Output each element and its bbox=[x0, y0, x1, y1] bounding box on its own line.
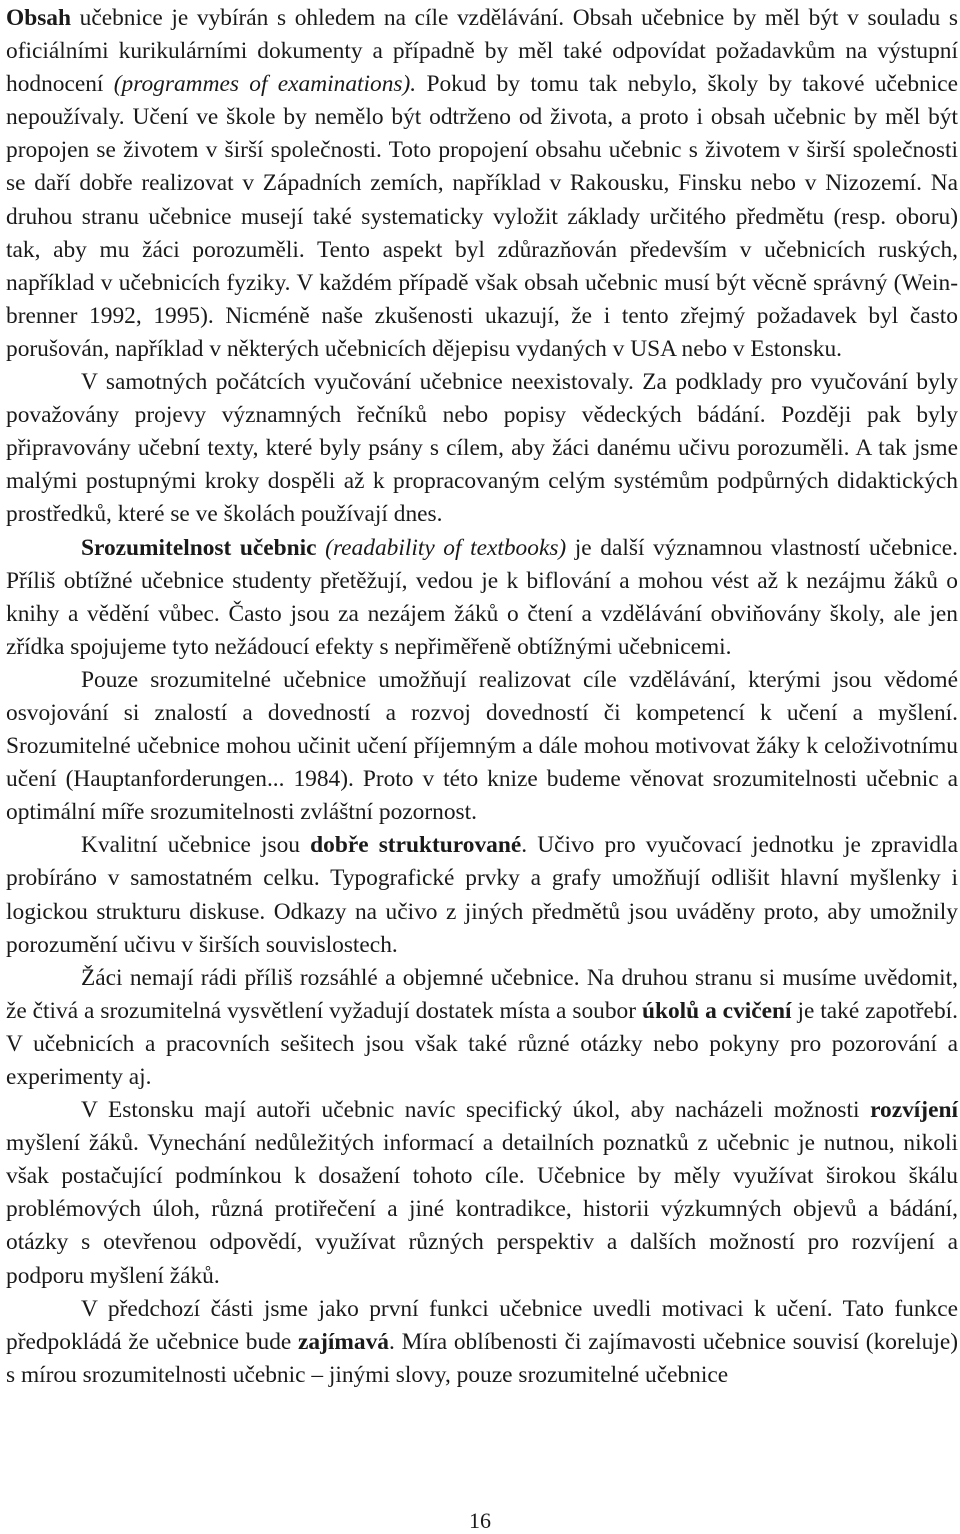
bold-term: dobře strukturované bbox=[310, 832, 522, 859]
bold-term: Obsah bbox=[6, 5, 72, 31]
paragraph bbox=[6, 1293, 958, 1392]
bold-term: Srozumitelnost učebnic bbox=[81, 534, 317, 561]
paragraph bbox=[6, 532, 958, 664]
body-text bbox=[6, 2, 958, 1392]
text-run: Žáci nemají rádi příliš rozsáhlé a objemné učebnice. Na druhou stranu si musíme uvědomit, že čtivá a srozumitelná vysvětlení vyžadují dostatek místa a soubor bbox=[6, 964, 958, 1024]
text-run: je další významnou vlastností učebnice. Příliš obtížné učebnice studenty přetěžují, vedou je k biflování a mohou vést až k nezájmu žáků o knihy a vědění vůbec. Často jsou za nezájem žáků o čtení a vzdělávání obviňovány školy, ale jen zřídka spojujeme tyto nežádoucí efekty s nepřiměřeně obtížnými učebnicemi. bbox=[6, 534, 958, 660]
bold-term: rozvíjení bbox=[870, 1097, 958, 1124]
paragraph bbox=[6, 664, 958, 829]
document-page bbox=[6, 0, 958, 1392]
text-run: . Míra oblíbenosti či zajímavosti učebnice souvisí (koreluje) s mírou srozumitelnosti učebnic – jinými slovy, pouze srozumitelné učebnice bbox=[6, 1328, 958, 1388]
text-run: V samotných počátcích vyučování učebnice neexistovaly. Za podklady pro vyučování byly považovány projevy významných řečníků nebo popisy vědeckých bádání. Později pak byly připravovány učební texty, které byly psány s cílem, aby žáci danému učivu porozuměli. A tak jsme malými postupnými kroky dospěli až k propracovaným celým systémům podpůrných didaktických prostředků, které se ve školách používají dnes. bbox=[6, 369, 958, 528]
text-run: V předchozí části jsme jako první funkci učebnice uvedli motivaci k učení. Tato funkce předpokládá že učebnice bude bbox=[6, 1295, 958, 1355]
text-run bbox=[317, 535, 326, 561]
text-run: myšlení žáků. Vynechání nedůležitých informací a detailních poznatků z učebnic je nutnou, nikoli však postačující podmínkou k dosažení tohoto cíle. Učebnice by měly využívat širokou škálu problémových úloh, různá protiřečení a jiné kontradikce, historii výzkumných objevů a bádání, otázky s otevřenou odpovědí, využívat různých perspektiv a dalších možností pro rozvíjení a podporu myšlení žáků. bbox=[6, 1130, 958, 1289]
text-run: Pouze srozumitelné učebnice umožňují realizovat cíle vzdělávání, kterými jsou vědomé osvojování si znalostí a dovedností a rozvoj dovedností či kompetencí k učení a myšlení. Srozumitelné učebnice mohou učinit učení příjemným a dále mohou motivovat žáky k celoživotnímu učení (Hauptanforderungen... 1984). Proto v této knize budeme věnovat srozumitelnosti učebnic a optimální míře srozumitelnosti zvláštní pozornost. bbox=[6, 666, 958, 826]
text-run: V Estonsku mají autoři učebnic navíc specifický úkol, aby nacházeli možnosti bbox=[81, 1097, 871, 1124]
bold-term: úkolů a cvičení bbox=[641, 997, 792, 1024]
bold-term: zajímavá bbox=[298, 1328, 389, 1355]
text-run: . Učivo pro vyučovací jednotku je zpravidla probíráno v samostatném celku. Typografické prvky a grafy umožňují odlišit hlavní myšlenky i logickou strukturu diskuse. Odkazy na učivo z jiných předmětů jsou uváděny proto, aby umožnily porozumění učivu v širších souvislostech. bbox=[6, 832, 958, 958]
italic-term: (readability of textbooks) bbox=[325, 534, 567, 561]
paragraph bbox=[6, 2, 958, 366]
paragraph bbox=[6, 829, 958, 961]
paragraph bbox=[6, 1094, 958, 1293]
page-number: 16 bbox=[469, 1508, 491, 1533]
text-run: je také zapotřebí. V učebnicích a pracovních sešitech jsou však také různé otázky nebo pokyny pro pozorování a experimenty aj. bbox=[6, 997, 958, 1090]
paragraph bbox=[6, 962, 958, 1094]
italic-term: (programmes of examinations). bbox=[113, 71, 417, 98]
text-run: učebnice je vybírán s ohledem na cíle vzdělávání. Obsah učebnice by měl být v souladu s oficiálními kurikulárními dokumenty a případně by měl také odpovídat požadavkům na výstupní hodnocení bbox=[6, 5, 958, 98]
text-run: Pokud by tomu tak nebylo, školy by takové učebnice nepoužívaly. Učení ve škole by nemělo být odtrženo od života, a proto i obsah učebnic by měl být propojen se životem v širší společnosti. Toto propojení obsahu učebnic s životem v širší společnosti se daří dobře realizovat v Západních zemích, například v Rakousku, Finsku nebo v Nizozemí. Na druhou stranu učebnice musejí také systematicky vyložit základy určitého předmětu (resp. oboru) tak, aby mu žáci porozuměli. Tento aspekt byl zdůrazňován především v učebnicích ruských, například v učebnicích fyziky. V každém případě však obsah učebnic musí být věcně správný (Weinbrenner 1992, 1995). Nicméně naše zkušenosti ukazují, že i tento zřejmý požadavek byl často porušován, například v některých učebnicích dějepisu vydaných v USA nebo v Estonsku. bbox=[6, 71, 958, 362]
paragraph bbox=[6, 366, 958, 531]
text-run: Kvalitní učebnice jsou bbox=[81, 832, 311, 859]
